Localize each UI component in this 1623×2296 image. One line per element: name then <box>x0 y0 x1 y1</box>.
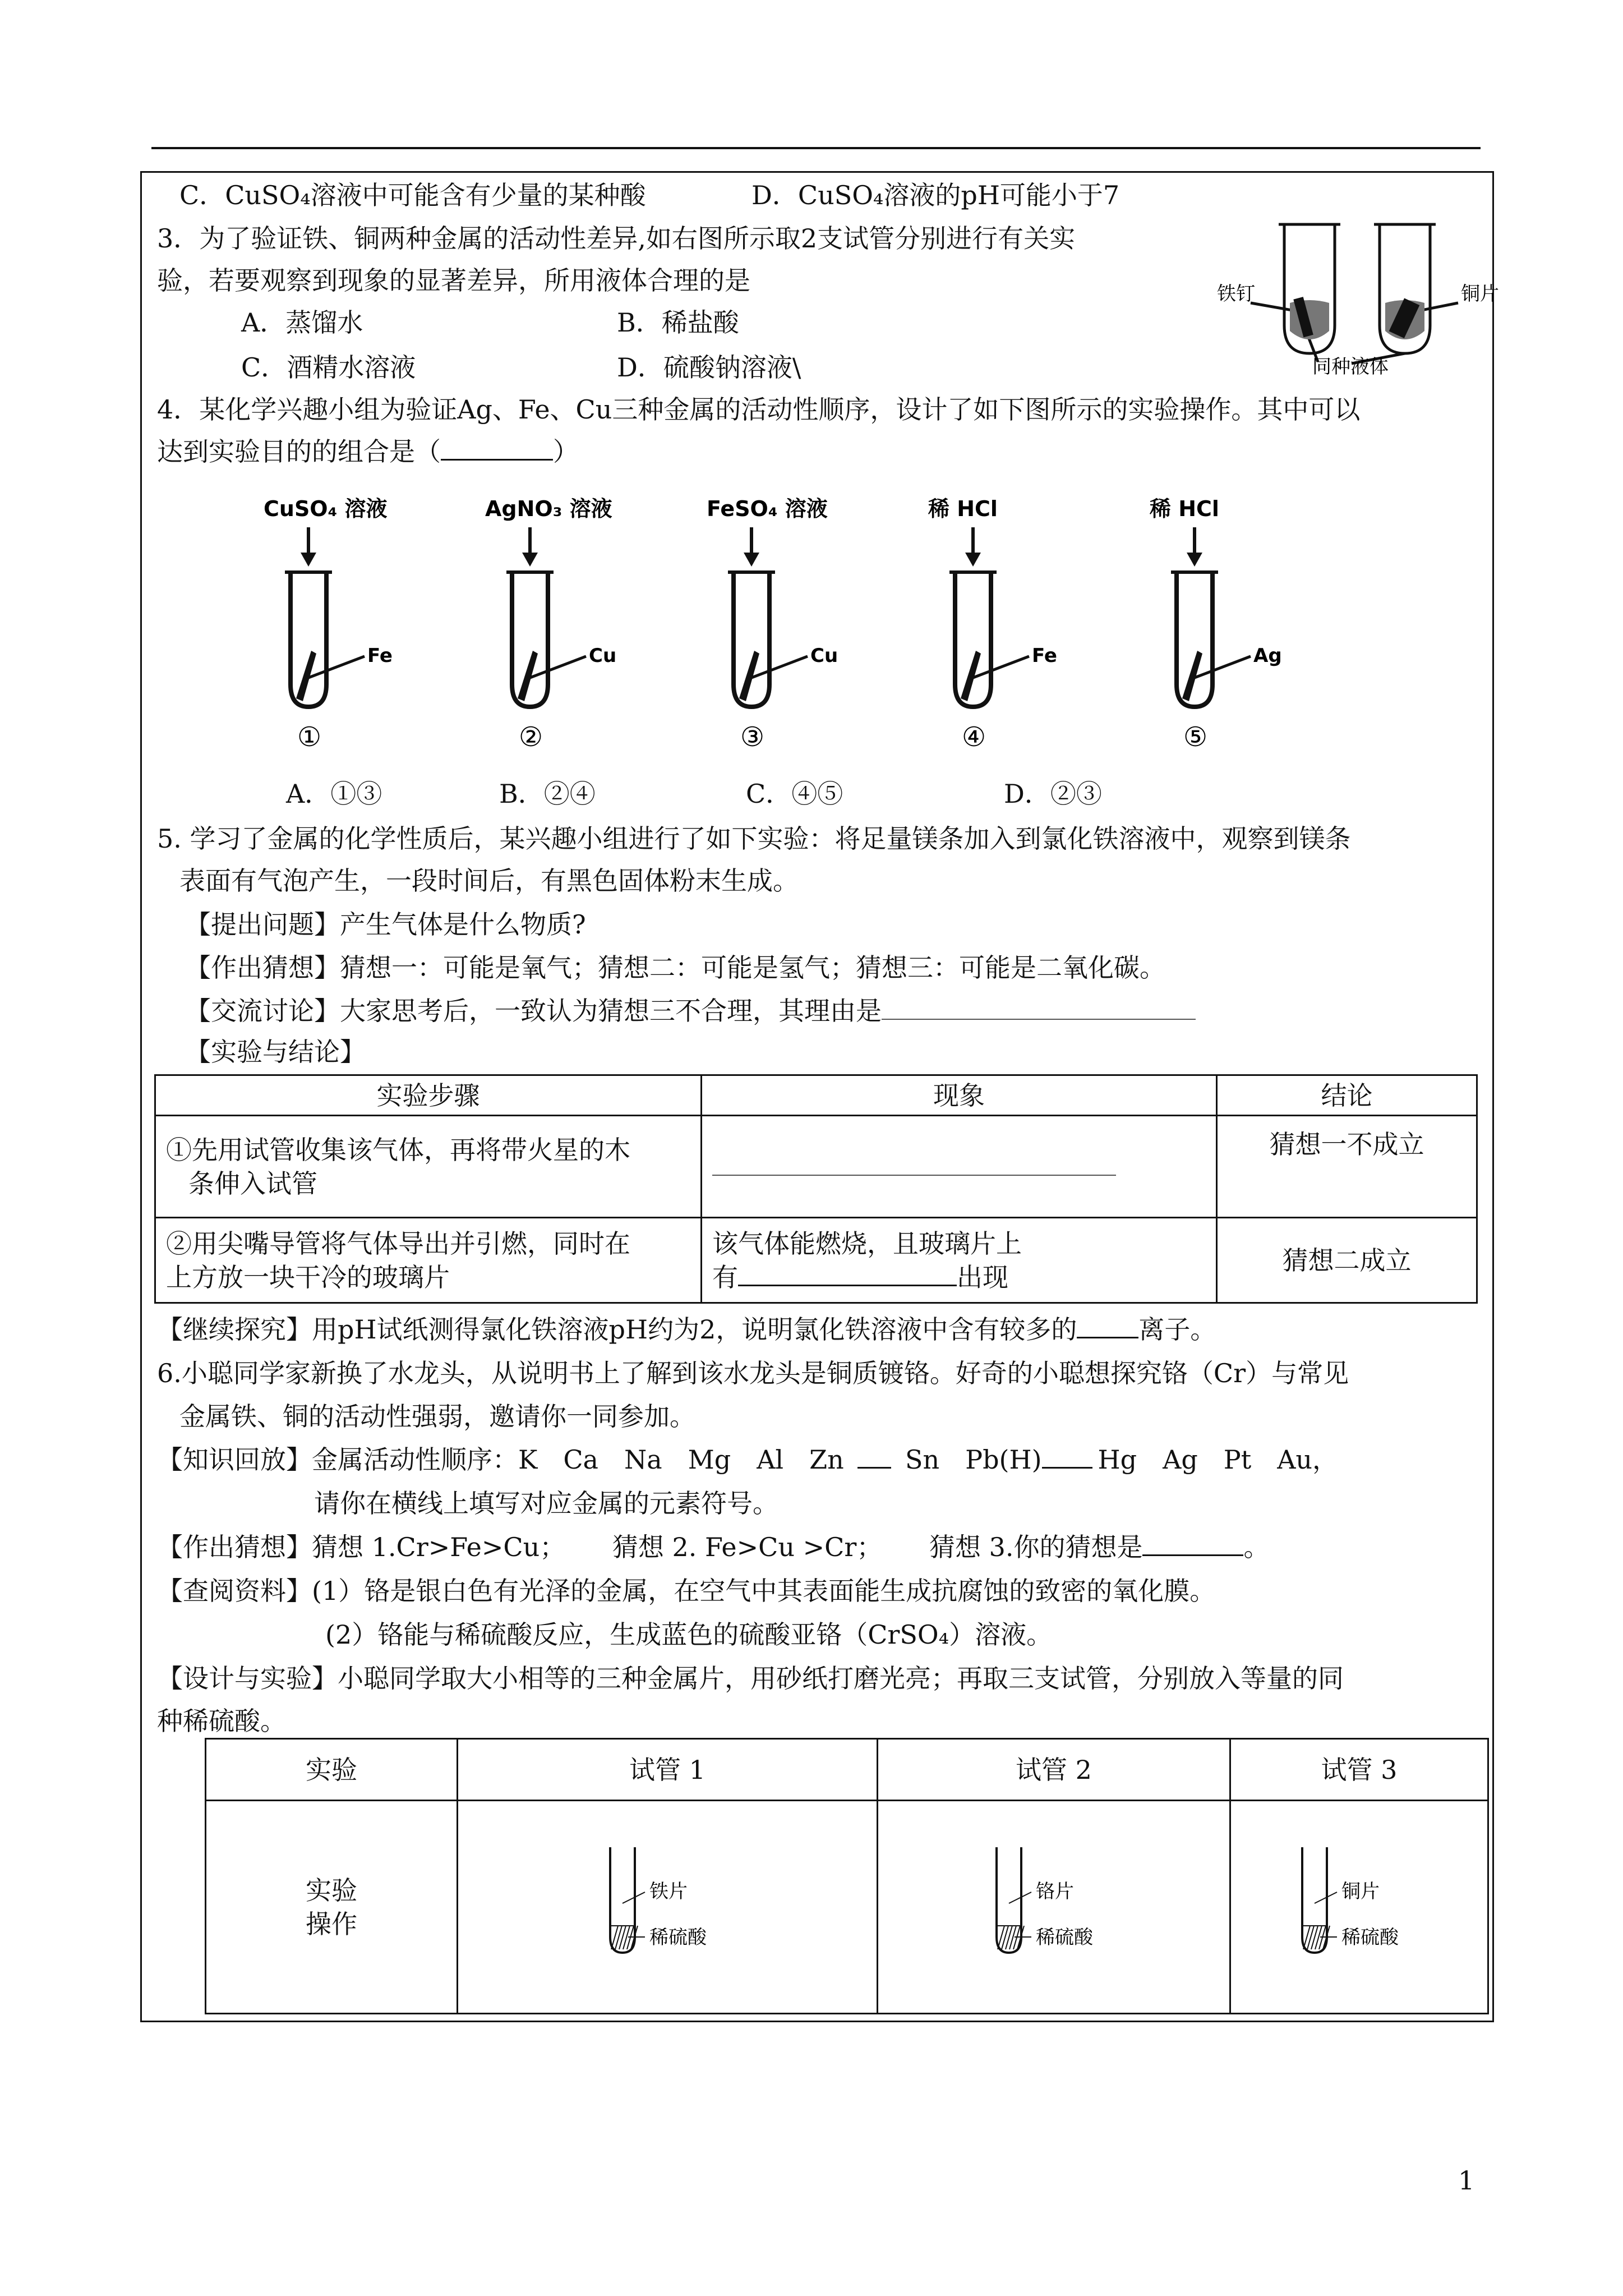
q3-option-b: B．稀盐酸 <box>617 307 739 338</box>
q6-guess-post: 。 <box>1243 1532 1270 1562</box>
q4-tube-5 <box>1149 496 1282 753</box>
q3-option-c: C．酒精水溶液 <box>241 352 416 383</box>
arrow-head-icon <box>522 553 538 567</box>
q4-option-b: B．②④ <box>499 779 596 809</box>
test-tube-icon <box>291 572 326 707</box>
q6-design-line1: 【设计与实验】小聪同学取大小相等的三种金属片，用砂纸打磨光亮；再取三支试管，分别放入等量的同 <box>157 1663 1344 1694</box>
q5-row1-phenomenon <box>702 1116 1217 1218</box>
q5-row2-phen-line2 <box>712 1260 1206 1294</box>
q6-liquid-label: 稀硫酸 <box>649 1926 707 1949</box>
q6-review-post: Hg Ag Pt Au， <box>1098 1444 1339 1475</box>
q3-fig-label-right: 铜片 <box>1461 283 1499 305</box>
q5-stem-line1: 5. 学习了金属的化学性质后，某兴趣小组进行了如下实验：将足量镁条加入到氯化铁溶液中，观察到镁条 <box>157 823 1351 854</box>
q6-review-pre: 【知识回放】金属活动性顺序：K Ca Na Mg Al Zn <box>157 1444 844 1475</box>
q5-row2-phenomenon <box>702 1218 1217 1303</box>
q6-tube-1-figure <box>561 1830 774 1976</box>
q5-row2-step-line2: 上方放一块干冷的玻璃片 <box>166 1262 450 1292</box>
test-tube-icon <box>1177 572 1212 707</box>
q3-stem-line2: 验，若要观察到现象的显著差异，所用液体合理的是 <box>157 265 750 296</box>
q4-tube-number: ⑤ <box>1183 721 1208 753</box>
q5-row1-step <box>155 1116 702 1218</box>
q5-experiment-table <box>154 1074 1478 1304</box>
q6-tube-2-figure <box>947 1830 1160 1976</box>
liquid-hatch <box>615 1926 622 1949</box>
q5-hypothesis: 【作出猜想】猜想一：可能是氧气；猜想二：可能是氢气；猜想三：可能是二氧化碳。 <box>185 953 1165 983</box>
q5-row2-phen-post: 出现 <box>957 1262 1008 1292</box>
table-row <box>206 1801 1488 2014</box>
q5-row1-phenomenon-blank[interactable] <box>712 1175 1116 1176</box>
q4-metal-label: Cu <box>589 645 617 667</box>
q5-row2-step-line1: ②用尖嘴导管将气体导出并引燃，同时在 <box>166 1228 630 1259</box>
q6-review-blank-2[interactable] <box>1042 1467 1092 1469</box>
q4-figure <box>247 494 1368 752</box>
q5-row2-result: 猜想二成立 <box>1217 1218 1477 1303</box>
q5-header-phenomenon: 现象 <box>702 1075 1217 1116</box>
q5-conclusion-head: 【实验与结论】 <box>185 1037 366 1067</box>
q6-data-1: 【查阅资料】(1）铬是银白色有光泽的金属，在空气中其表面能生成抗腐蚀的致密的氧化膜。 <box>157 1576 1216 1606</box>
q5-reason-blank[interactable] <box>882 1019 1196 1020</box>
liquid-hatch <box>1002 1926 1008 1949</box>
q5-stem-line2: 表面有气泡产生，一段时间后，有黑色固体粉末生成。 <box>179 866 799 896</box>
q6-header-tube-3: 试管 3 <box>1230 1739 1488 1801</box>
q6-row-label <box>206 1801 458 2014</box>
q4-tube-number: ④ <box>962 721 986 753</box>
q4-tube-1 <box>264 496 393 753</box>
q5-discussion <box>185 994 1196 1028</box>
table-header-row <box>155 1075 1477 1116</box>
q5-row2-step <box>155 1218 702 1303</box>
q5-row2-phenomenon-blank[interactable] <box>738 1285 957 1286</box>
q6-metal-label: 铬片 <box>1036 1880 1074 1903</box>
table-row <box>155 1218 1477 1303</box>
q4-metal-label: Cu <box>810 645 838 667</box>
test-tube-icon <box>512 572 548 707</box>
q4-tube-number: ② <box>519 721 543 753</box>
q6-row-label-line2: 操作 <box>306 1908 357 1939</box>
q6-data-2: (2）铬能与稀硫酸反应，生成蓝色的硫酸亚铬（CrSO₄）溶液。 <box>325 1619 1053 1650</box>
q6-design-line2: 种稀硫酸。 <box>157 1706 286 1736</box>
q4-reagent-label: 稀 HCl <box>1150 496 1219 521</box>
q5-row1-step-line1: ①先用试管收集该气体，再将带火星的木 <box>166 1134 630 1165</box>
q6-liquid-label: 稀硫酸 <box>1036 1926 1093 1949</box>
q5-row1-result: 猜想一不成立 <box>1217 1116 1477 1218</box>
q3-fig-label-bottom: 同种液体 <box>1312 356 1389 378</box>
q6-metal-label: 铁片 <box>649 1880 688 1903</box>
q3-fig-label-left: 铁钉 <box>1217 283 1255 305</box>
liquid-hatch <box>1303 1926 1310 1949</box>
q5-ion-blank[interactable] <box>1077 1337 1138 1338</box>
q6-review-blank-1[interactable] <box>857 1467 891 1469</box>
arrow-head-icon <box>301 553 316 567</box>
header-rule <box>151 147 1481 149</box>
q6-guess-text: 【作出猜想】猜想 1.Cr>Fe>Cu； 猜想 2. Fe>Cu >Cr； 猜想 3.你的猜想是 <box>157 1532 1143 1562</box>
q4-stem-line1: 4．某化学兴趣小组为验证Ag、Fe、Cu三种金属的活动性顺序，设计了如下图所示的实验操作。其中可以 <box>157 394 1361 425</box>
q4-metal-label: Fe <box>367 645 393 667</box>
q6-header-tube-2: 试管 2 <box>878 1739 1230 1801</box>
q4-answer-blank[interactable] <box>441 459 553 461</box>
q4-tube-number: ① <box>297 721 322 753</box>
liquid-hatch <box>1006 1926 1012 1949</box>
q6-guess <box>157 1530 1269 1564</box>
q6-stem-line1: 6.小聪同学家新换了水龙头，从说明书上了解到该水龙头是铜质镀铬。好奇的小聪想探究铬（Cr）与常见 <box>157 1358 1349 1388</box>
q4-option-d: D．②③ <box>1004 779 1102 809</box>
arrow-head-icon <box>965 553 981 567</box>
q4-stem-line2 <box>157 435 579 468</box>
table-row <box>155 1116 1477 1218</box>
q6-review-mid: Sn Pb(H) <box>905 1444 1042 1475</box>
q3-figure <box>1211 219 1499 378</box>
q6-header-experiment: 实验 <box>206 1739 458 1801</box>
q4-tube-number: ③ <box>740 721 765 753</box>
liquid-hatch <box>1307 1926 1314 1949</box>
q5-further-post: 离子。 <box>1138 1314 1216 1345</box>
q6-header-tube-1: 试管 1 <box>458 1739 878 1801</box>
liquid-hatch <box>619 1926 626 1949</box>
q5-discussion-text: 【交流讨论】大家思考后，一致认为猜想三不合理，其理由是 <box>185 996 882 1026</box>
q4-metal-label: Ag <box>1253 645 1282 667</box>
q3-option-a: A．蒸馏水 <box>241 307 363 338</box>
q5-header-steps: 实验步骤 <box>155 1075 702 1116</box>
q5-row2-phen-line1: 该气体能燃烧，且玻璃片上 <box>712 1228 1022 1259</box>
q5-further-text: 【继续探究】用pH试纸测得氯化铁溶液pH约为2，说明氯化铁溶液中含有较多的 <box>157 1314 1077 1345</box>
q6-tube-1-cell <box>458 1801 878 2014</box>
q2-option-d: D．CuSO₄溶液的pH可能小于7 <box>751 180 1120 210</box>
q5-row2-phen-pre: 有 <box>712 1262 738 1292</box>
q4-option-c: C．④⑤ <box>746 779 843 809</box>
q3-stem-line1: 3．为了验证铁、铜两种金属的活动性差异,如右图所示取2支试管分别进行有关实 <box>157 223 1076 254</box>
q4-reagent-label: 稀 HCl <box>928 496 998 521</box>
q6-liquid-label: 稀硫酸 <box>1341 1926 1399 1949</box>
q3-option-d: D．硫酸钠溶液\ <box>617 352 801 383</box>
q4-tube-3 <box>707 496 838 753</box>
q4-tube-4 <box>928 496 1057 753</box>
test-tube-icon <box>734 572 769 707</box>
q4-metal-label: Fe <box>1032 645 1057 667</box>
arrow-head-icon <box>1187 553 1202 567</box>
q2-option-c: C．CuSO₄溶液中可能含有少量的某种酸 <box>179 180 646 210</box>
liquid-hatch <box>1311 1926 1318 1949</box>
liquid-hatch <box>611 1926 618 1949</box>
q6-review-line2: 请你在横线上填写对应金属的元素符号。 <box>314 1488 778 1519</box>
q5-header-conclusion: 结论 <box>1217 1075 1477 1116</box>
q6-guess-blank[interactable] <box>1142 1554 1243 1556</box>
q6-review <box>157 1443 1338 1476</box>
q6-tube-3-cell <box>1230 1801 1488 2014</box>
q4-tube-2 <box>485 496 616 753</box>
q6-metal-label: 铜片 <box>1341 1880 1380 1903</box>
q5-problem: 【提出问题】产生气体是什么物质? <box>185 909 586 940</box>
q4-reagent-label: AgNO₃ 溶液 <box>485 496 612 521</box>
test-tube-icon <box>955 572 991 707</box>
q4-reagent-label: CuSO₄ 溶液 <box>264 496 388 521</box>
q6-tube-2-cell <box>878 1801 1230 2014</box>
liquid-hatch <box>998 1926 1004 1949</box>
q6-tube-3-figure <box>1253 1830 1466 1976</box>
q4-stem-post: ） <box>553 436 579 467</box>
q5-further <box>157 1313 1216 1346</box>
q4-option-a: A．①③ <box>286 779 382 809</box>
table-header-row <box>206 1739 1488 1801</box>
q4-stem-pre: 达到实验目的的组合是（ <box>157 436 441 467</box>
page-number: 1 <box>1458 2165 1475 2196</box>
q5-row1-step-line2: 条伸入试管 <box>188 1168 317 1199</box>
q6-stem-line2: 金属铁、铜的活动性强弱，邀请你一同参加。 <box>179 1401 695 1432</box>
q6-experiment-table <box>205 1738 1489 2014</box>
arrow-head-icon <box>744 553 759 567</box>
q6-row-label-line1: 实验 <box>306 1875 357 1906</box>
q4-reagent-label: FeSO₄ 溶液 <box>707 496 828 521</box>
